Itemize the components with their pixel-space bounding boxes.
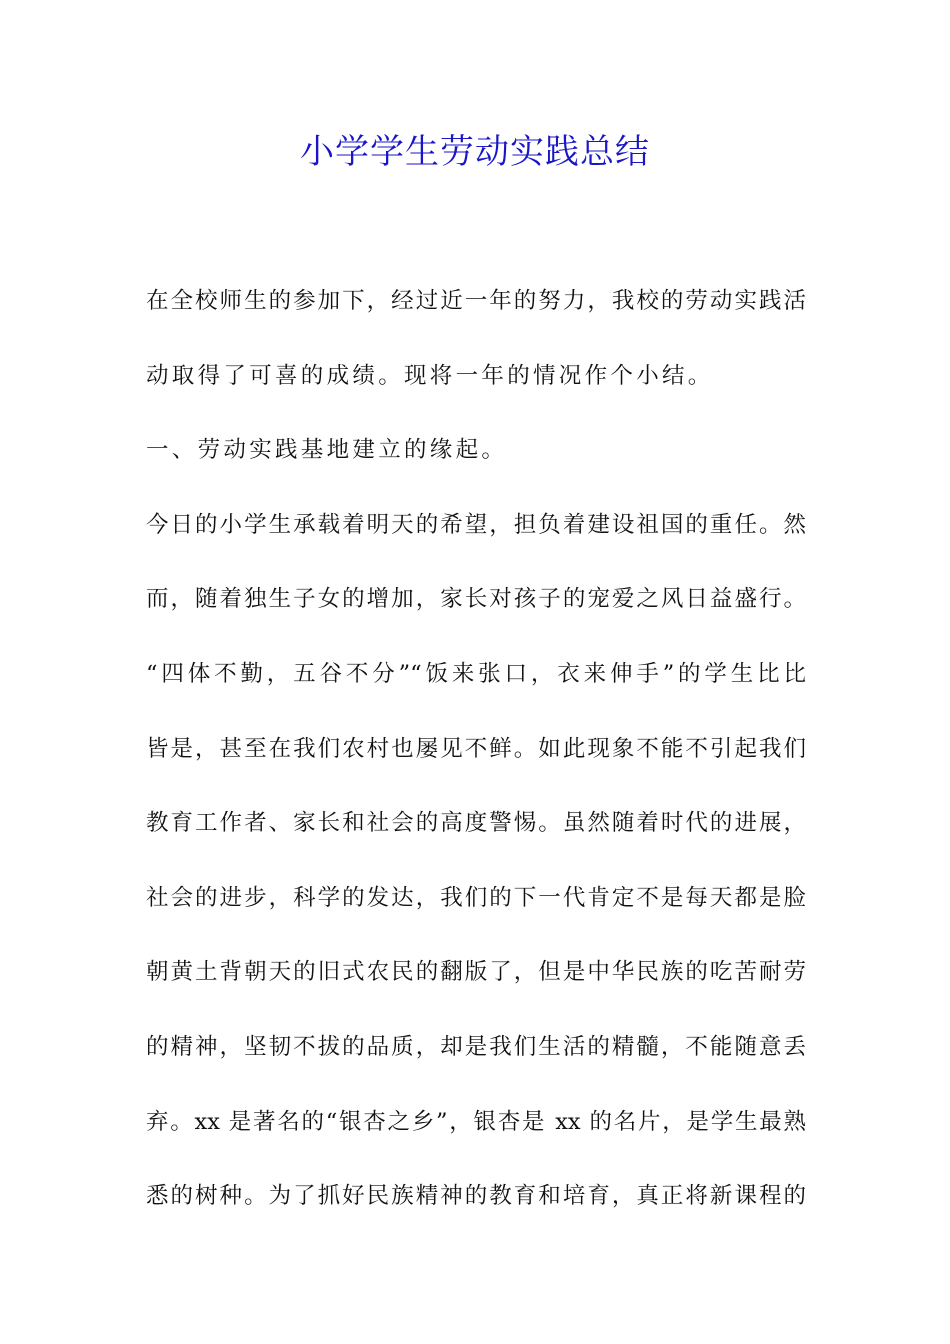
document-title: 小学学生劳动实践总结 [300, 132, 650, 172]
body-line: 在全校师生的参加下，经过近一年的努力，我校的劳动实践活 [146, 288, 806, 314]
body-line: 而，随着独生子女的增加，家长对孩子的宠爱之风日益盛行。 [146, 586, 806, 613]
body-line: 教育工作者、家长和社会的高度警惕。虽然随着时代的进展， [146, 810, 806, 837]
body-line: “四体不勤，五谷不分”“饭来张口，衣来伸手”的学生比比 [146, 660, 806, 687]
body-line: 的精神，坚韧不拔的品质，却是我们生活的精髓，不能随意丢 [146, 1033, 806, 1060]
body-line: 动取得了可喜的成绩。现将一年的情况作个小结。 [146, 362, 714, 389]
body-line: 弃。xx 是著名的“银杏之乡”，银杏是 xx 的名片，是学生最熟 [146, 1108, 806, 1135]
body-line: 朝黄土背朝天的旧式农民的翻版了，但是中华民族的吃苦耐劳 [146, 959, 806, 986]
body-line: 皆是，甚至在我们农村也屡见不鲜。如此现象不能不引起我们 [146, 735, 806, 762]
section-heading: 一、劳动实践基地建立的缘起。 [146, 437, 508, 464]
body-line: 悉的树种。为了抓好民族精神的教育和培育，真正将新课程的 [146, 1183, 806, 1210]
body-line: 今日的小学生承载着明天的希望，担负着建设祖国的重任。然 [146, 511, 806, 538]
body-line: 社会的进步，科学的发达，我们的下一代肯定不是每天都是脸 [146, 884, 806, 911]
document-body [146, 264, 806, 1234]
